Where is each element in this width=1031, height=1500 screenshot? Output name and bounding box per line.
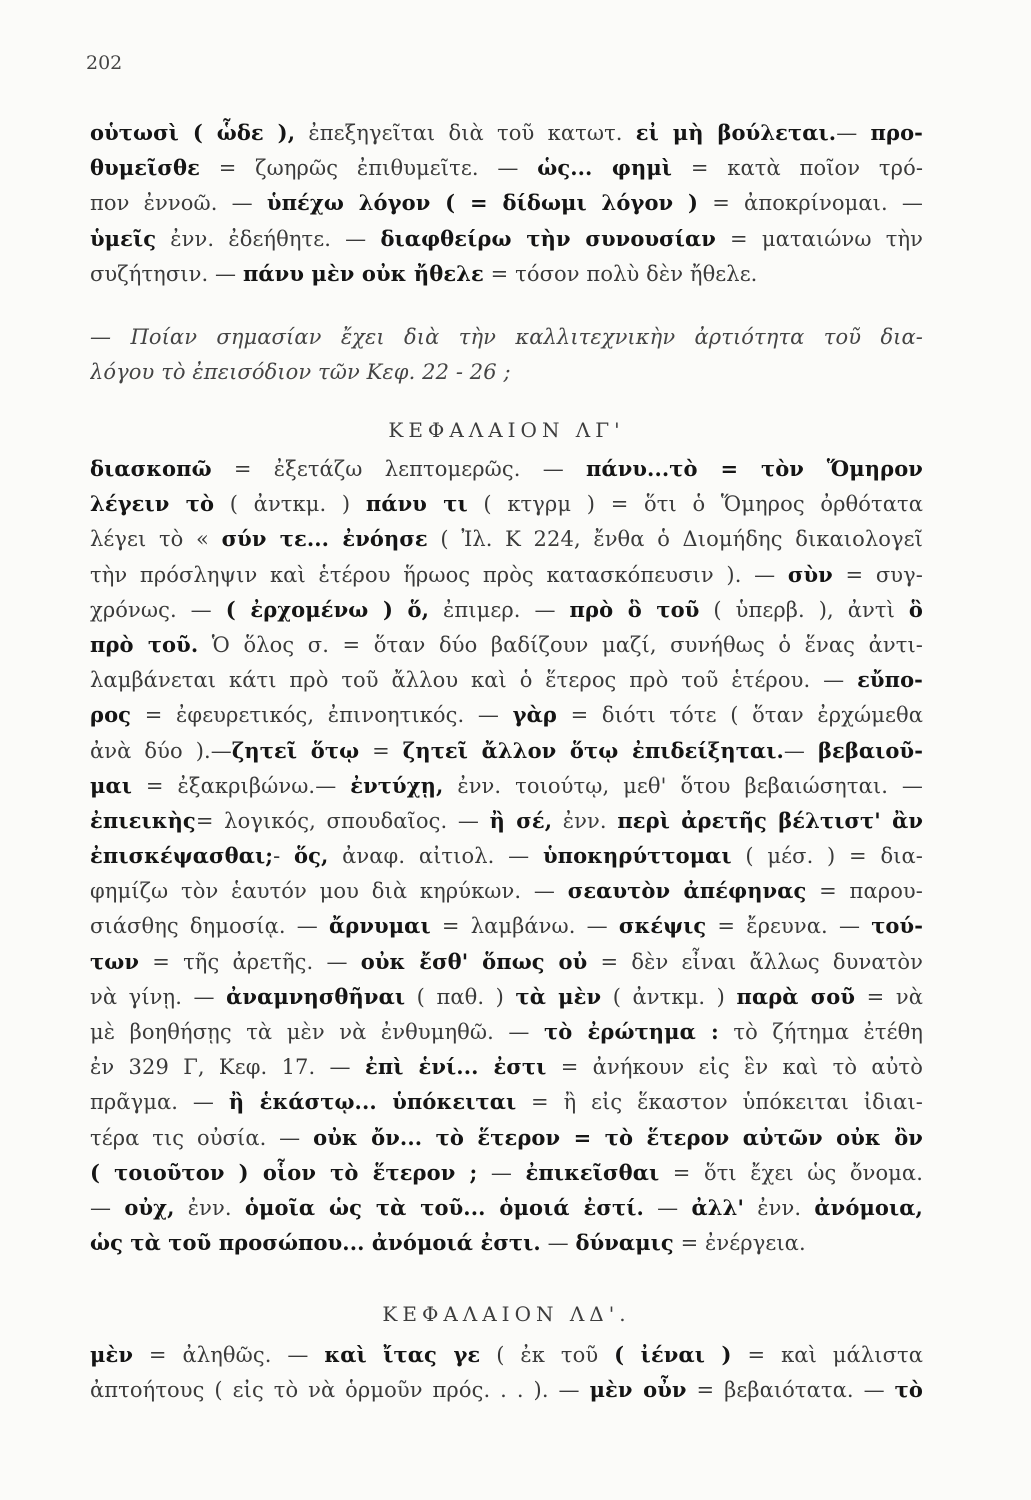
lemma-term: σύν τε... ἐνόησε xyxy=(221,526,428,552)
text-line xyxy=(90,697,923,732)
gloss-text: — xyxy=(643,1195,692,1220)
text-line xyxy=(90,1372,923,1407)
gloss-text: ( παθ. ) xyxy=(405,984,516,1009)
text-line xyxy=(90,592,923,627)
lemma-term: ὑποκηρύττομαι xyxy=(542,843,732,869)
lemma-term: τού- xyxy=(871,913,923,939)
lemma-term: ὡς τὰ τοῦ προσώπου... ἀνόμοιά ἐστι. xyxy=(90,1230,541,1256)
chapter-heading-lg: ΚΕΦΑΛΑΙΟΝ ΛΓ' xyxy=(388,418,625,442)
lemma-term: προ- xyxy=(870,120,923,145)
lemma-term: περὶ ἀρετῆς βέλτιστ' ἂν xyxy=(617,807,923,833)
text-line xyxy=(90,1014,923,1049)
gloss-text: = βεβαιότατα. — xyxy=(686,1378,895,1403)
gloss-text: = ζωηρῶς ἐπιθυμεῖτε. — xyxy=(199,156,538,181)
lemma-term: ἀναμνησθῆναι xyxy=(226,983,406,1009)
lemma-term: ὡς... φημὶ xyxy=(537,155,673,181)
lemma-term: καὶ ἴτας γε xyxy=(324,1342,481,1367)
lemma-term: ἐπισκέψασθαι; xyxy=(90,843,274,869)
gloss-text: = κατὰ ποῖον τρό- xyxy=(672,156,923,181)
gloss-text: ( μέσ. ) = δια- xyxy=(731,844,923,869)
gloss-text: = λαμβάνω. — xyxy=(430,914,619,939)
lemma-term: μαι xyxy=(90,772,132,798)
page-number: 202 xyxy=(86,52,123,74)
gloss-text: = ἀποκρίνομαι. — xyxy=(698,191,923,216)
lemma-term: οὑτωσὶ ( ὧδε ), xyxy=(90,120,296,145)
commentary-block-2 xyxy=(90,451,923,1260)
gloss-text: ἐνν. xyxy=(174,1195,245,1220)
lemma-term: ζητεῖ ἄλλον ὅτῳ ἐπιδείξηται. xyxy=(402,737,784,763)
gloss-text: = ἔρευνα. — xyxy=(706,914,872,939)
text-line xyxy=(90,627,923,662)
gloss-text: ( ἐκ τοῦ xyxy=(480,1343,615,1367)
gloss-text: = ἐφευρετικός, ἐπινοητικός. — xyxy=(131,703,513,728)
gloss-text: τὸ ζήτημα ἐτέθη xyxy=(718,1020,923,1044)
gloss-text: τὴν πρόσληψιν καὶ ἑτέρου ἥρωος πρὸς κατασκόπευσιν ). — xyxy=(90,562,788,587)
text-line xyxy=(90,1049,923,1084)
lemma-term: ὁμοῖα ὡς τὰ τοῦ... ὁμοιά ἐστί. xyxy=(244,1194,644,1220)
lemma-term: πάνυ...τὸ = τὸν Ὅμηρον xyxy=(585,456,923,481)
gloss-text: χρόνως. — xyxy=(90,597,226,622)
text-line xyxy=(90,256,923,291)
lemma-term: λέγειν τὸ xyxy=(90,491,215,517)
text-line xyxy=(90,1337,923,1372)
lemma-term: θυμεῖσθε xyxy=(90,155,200,181)
lemma-term: των xyxy=(90,948,139,974)
lemma-term: τὸ ἐρώτημα : xyxy=(544,1019,719,1044)
text-line xyxy=(90,662,923,697)
lemma-term: ὑμεῖς xyxy=(90,225,157,251)
lemma-term: τὸ xyxy=(894,1377,923,1403)
text-line xyxy=(90,1225,923,1260)
lemma-term: παρὰ σοῦ xyxy=(736,983,856,1009)
lemma-term: μὲν xyxy=(90,1342,134,1367)
lemma-term: δύναμις xyxy=(575,1230,674,1256)
gloss-text: = νὰ xyxy=(855,984,923,1009)
commentary-block-1 xyxy=(90,115,923,291)
text-line xyxy=(90,115,923,150)
gloss-text: = ἐνέργεια. xyxy=(673,1231,806,1256)
gloss-text: ἐνν. ἐδεήθητε. — xyxy=(156,226,381,251)
gloss-text: σιάσθης δημοσίᾳ. — xyxy=(90,914,330,939)
lemma-term: οὐκ ὄν... τὸ ἕτερον = τὸ ἕτερον αὐτῶν οὐκ ὂν xyxy=(313,1124,923,1150)
gloss-text: ἐν 329 Γ, Κεφ. 17. — xyxy=(90,1055,365,1080)
gloss-text: ( ὑπερβ. ), ἀντὶ xyxy=(699,597,909,622)
lemma-term: οὐχ, xyxy=(124,1194,175,1220)
lemma-term: ἐπικεῖσθαι xyxy=(525,1159,660,1185)
text-line xyxy=(90,1190,923,1225)
lemma-term: ἐπιεικὴς xyxy=(90,807,196,833)
gloss-text: μὲ βοηθήσῃς τὰ μὲν νὰ ἐνθυμηθῶ. — xyxy=(90,1020,545,1044)
gloss-text: ( ἀντκμ. ) xyxy=(601,984,737,1009)
question-line: — Ποίαν σημασίαν ἔχει διὰ τὴν καλλιτεχνικὴν ἀρτιότητα τοῦ δια- xyxy=(90,325,923,349)
gloss-text: πρᾶγμα. — xyxy=(90,1090,229,1115)
gloss-text: = τόσον πολὺ δὲν ἤθελε. xyxy=(483,261,758,286)
gloss-text: Ὁ ὅλος σ. = ὅταν δύο βαδίζουν μαζί, συνήθως ὁ ἕνας ἀντι- xyxy=(198,632,923,657)
lemma-term: πρὸ ὃ τοῦ xyxy=(569,596,700,622)
gloss-text: ( Ἰλ. Κ 224, ἔνθα ὁ Διομήδης δικαιολογεῖ xyxy=(427,527,923,552)
lemma-term: ἐπὶ ἑνί... ἐστι xyxy=(364,1054,547,1080)
text-line xyxy=(90,221,923,256)
gloss-text: ἀναφ. αἰτιολ. — xyxy=(328,844,543,869)
gloss-text: ἀνὰ δύο ).— xyxy=(90,738,232,763)
lemma-term: ἢ ἑκάστῳ... ὑπόκειται xyxy=(228,1089,517,1115)
text-line xyxy=(90,873,923,908)
gloss-text: ( κτγρμ ) = ὅτι ὁ Ὅμηρος ὀρθότατα xyxy=(467,492,923,517)
gloss-text: = συγ- xyxy=(832,562,923,587)
lemma-term: ἀλλ' xyxy=(691,1194,744,1220)
gloss-text: = παρου- xyxy=(806,879,923,904)
lemma-term: ὑπέχω λόγον ( = δίδωμι λόγον ) xyxy=(266,190,699,216)
lemma-term: ( ἰέναι ) xyxy=(614,1342,732,1367)
lemma-term: ζητεῖ ὅτῳ xyxy=(231,737,360,763)
gloss-text: - xyxy=(273,844,294,869)
gloss-text: = xyxy=(359,738,403,763)
gloss-text: ἐνν. xyxy=(744,1195,815,1220)
gloss-text: = ἀληθῶς. — xyxy=(133,1343,325,1367)
gloss-text: ( ἀντκμ. ) xyxy=(214,492,366,517)
gloss-text: — xyxy=(836,121,871,145)
lemma-term: οὐκ ἔσθ' ὅπως οὐ xyxy=(360,948,588,974)
lemma-term: ἢ σέ, xyxy=(489,807,553,833)
lemma-term: ὃ xyxy=(908,596,923,622)
lemma-term: διασκοπῶ xyxy=(90,456,212,481)
gloss-text: — xyxy=(477,1160,526,1185)
text-line xyxy=(90,1120,923,1155)
gloss-text: — xyxy=(90,1195,125,1220)
lemma-term: τὰ μὲν xyxy=(515,983,602,1009)
text-line xyxy=(90,185,923,220)
lemma-term: ρος xyxy=(90,702,132,728)
gloss-text: πον ἐννοῶ. — xyxy=(90,191,267,216)
lemma-term: ὅς, xyxy=(294,843,329,869)
gloss-text: ἀπτοήτους ( εἰς τὸ νὰ ὁρμοῦν πρός. . . ). — xyxy=(90,1378,590,1403)
text-line xyxy=(90,451,923,486)
lemma-term: εὔπο- xyxy=(857,667,923,693)
gloss-text: ἐνν. τοιούτῳ, μεθ' ὅτου βεβαιώσηται. — xyxy=(443,773,923,798)
lemma-term: σκέψις xyxy=(618,913,707,939)
lemma-term: πάνυ τι xyxy=(365,491,468,517)
text-line xyxy=(90,838,923,873)
study-question xyxy=(90,320,923,390)
gloss-text: = ἐξετάζω λεπτομερῶς. — xyxy=(211,457,586,481)
gloss-text: — xyxy=(540,1231,576,1256)
lemma-term: σεαυτὸν ἀπέφηνας xyxy=(567,878,807,904)
text-line xyxy=(90,557,923,592)
lemma-term: ( ἐρχομένω ) ὅ, xyxy=(225,596,430,622)
lemma-term: μὲν οὖν xyxy=(589,1377,687,1403)
text-line xyxy=(90,979,923,1014)
gloss-text: νὰ γίνῃ. — xyxy=(90,984,227,1009)
lemma-term: ἄρνυμαι xyxy=(329,913,431,939)
text-line xyxy=(90,150,923,185)
gloss-text: = ἀνήκουν εἰς ἓν καὶ τὸ αὐτὸ xyxy=(546,1055,923,1080)
gloss-text: φημίζω τὸν ἑαυτόν μου διὰ κηρύκων. — xyxy=(90,879,568,904)
gloss-text: = καὶ μάλιστα xyxy=(731,1343,923,1367)
lemma-term: εἰ μὴ βούλεται. xyxy=(635,120,837,145)
gloss-text: = ἐξακριβώνω.— xyxy=(132,773,351,798)
lemma-term: ( τοιοῦτον ) οἷον τὸ ἕτερον ; xyxy=(90,1159,478,1185)
gloss-text: — xyxy=(783,738,818,763)
question-line: λόγου τὸ ἐπεισόδιον τῶν Κεφ. 22 - 26 ; xyxy=(90,360,511,385)
text-line xyxy=(90,733,923,768)
commentary-block-3 xyxy=(90,1337,923,1407)
gloss-text: = ἢ εἰς ἕκαστον ὑπόκειται ἰδιαι- xyxy=(516,1090,923,1115)
text-line xyxy=(90,486,923,521)
text-line xyxy=(90,521,923,556)
lemma-term: σὺν xyxy=(787,561,833,587)
lemma-term: πρὸ τοῦ. xyxy=(90,631,199,657)
text-line xyxy=(90,803,923,838)
gloss-text: = ὅτι ἔχει ὡς ὄνομα. xyxy=(659,1160,923,1185)
lemma-term: πάνυ μὲν οὐκ ἤθελε xyxy=(242,260,484,286)
text-line xyxy=(90,944,923,979)
gloss-text: ἐνν. xyxy=(552,808,618,833)
chapter-heading-ld: ΚΕΦΑΛΑΙΟΝ ΛΔ'. xyxy=(382,1302,631,1326)
text-line xyxy=(90,1155,923,1190)
gloss-text: = τῆς ἀρετῆς. — xyxy=(139,949,361,974)
gloss-text: τέρα τις οὐσία. — xyxy=(90,1125,314,1150)
lemma-term: ἀνόμοια, xyxy=(814,1194,923,1220)
gloss-text: ἐπεξηγεῖται διὰ τοῦ κατωτ. xyxy=(295,121,636,145)
text-line xyxy=(90,1084,923,1119)
gloss-text: = λογικός, σπουδαῖος. — xyxy=(195,808,490,833)
lemma-term: διαφθείρω τὴν συνουσίαν xyxy=(380,225,716,251)
lemma-term: ἐντύχῃ, xyxy=(350,772,444,798)
lemma-term: γὰρ xyxy=(512,702,557,728)
text-line xyxy=(90,768,923,803)
gloss-text: = ματαιώνω τὴν xyxy=(715,226,923,251)
gloss-text: λαμβάνεται κάτι πρὸ τοῦ ἄλλου καὶ ὁ ἕτερος πρὸ τοῦ ἑτέρου. — xyxy=(90,668,858,693)
gloss-text: = δὲν εἶναι ἄλλως δυνατὸν xyxy=(587,949,923,974)
gloss-text: συζήτησιν. — xyxy=(90,261,243,286)
gloss-text: = διότι τότε ( ὅταν ἐρχώμεθα xyxy=(556,703,923,728)
gloss-text: λέγει τὸ « xyxy=(90,527,222,552)
text-line xyxy=(90,908,923,943)
lemma-term: βεβαιοῦ- xyxy=(817,737,923,763)
gloss-text: ἐπιμερ. — xyxy=(429,597,570,622)
